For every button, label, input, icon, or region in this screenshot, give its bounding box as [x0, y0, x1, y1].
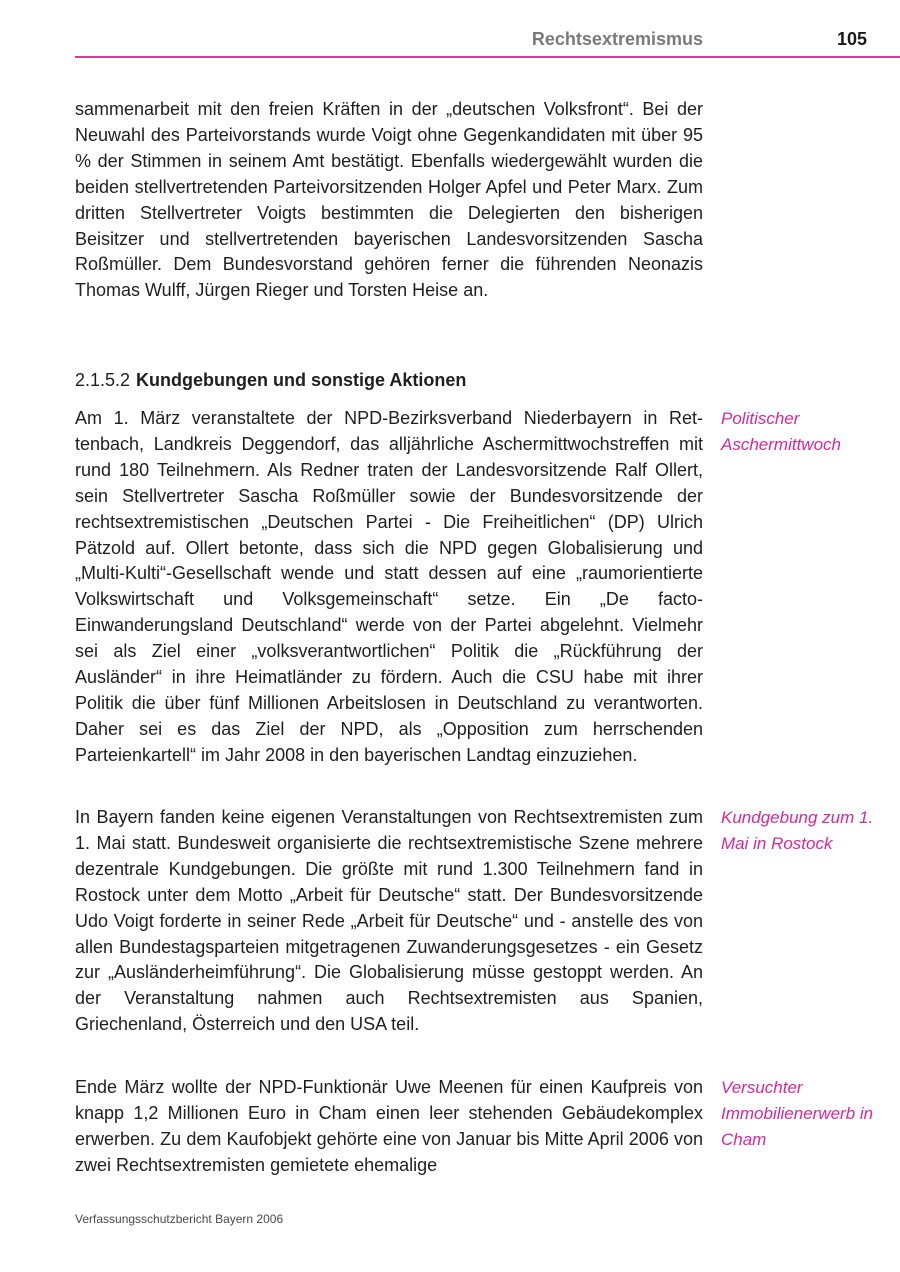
margin-note-aschermittwoch: Politischer Aschermittwoch	[721, 409, 841, 454]
paragraph-aschermittwoch: Am 1. März veranstaltete der NPD-Bezirksverband Niederbayern in Rettenbach, Landkreis Deggendorf, das alljährliche Aschermittwochstreffen mit rund 180 Teilnehmern. Als Redner traten der Landesvorsitzende Ralf Ollert, sein Stellvertreter Sascha Roßmüller sowie der Bundesvorsitzende der rechtsextremistischen „Deutschen Partei - Die Freiheitlichen“ (DP) Ulrich Pätzold auf. Ollert betonte, dass sich die NPD gegen Globalisierung und „Multi-Kulti“-Gesellschaft wende und statt dessen auf eine „raumorientierte Volkswirtschaft und Volksgemeinschaft“ setze. Ein „De facto-Einwanderungsland Deutschland“ werde von der Partei abgelehnt. Vielmehr sei als Ziel einer „volksverantwortlichen“ Politik die „Rückführung der Ausländer“ in ihre Heimatländer zu fördern. Auch die CSU habe mit ihrer Politik die über fünf Millionen Arbeitslosen in Deutschland zu verantworten. Daher sei es das Ziel der NPD, als „Opposition zum herrschenden Parteienkartell“ im Jahr 2008 in den bayerischen Landtag einzuziehen.	[75, 408, 703, 765]
running-header	[75, 26, 900, 58]
section-heading	[75, 367, 466, 393]
page-number: 105	[836, 29, 867, 49]
intro-paragraph: sammenarbeit mit den freien Kräften in der „deutschen Volksfront“. Bei der Neuwahl des Parteivorstands wurde Voigt ohne Gegenkandidaten mit über 95 % der Stimmen in seinem Amt bestätigt. Ebenfalls wiedergewählt wurden die beiden stellvertretenden Parteivorsitzenden Holger Apfel und Peter Marx. Zum dritten Stellvertreter Voigts bestimmten die Delegierten den bisherigen Beisitzer und stellvertretenden bayerischen Landesvorsitzenden Sascha Roßmüller. Dem Bundesvorstand gehören ferner die führenden Neonazis Thomas Wulff, Jürgen Rieger und Torsten Heise an.	[75, 99, 703, 301]
paragraph-1-mai: In Bayern fanden keine eigenen Veranstaltungen von Rechtsextremisten zum 1. Mai statt. Bundesweit organisierte die rechtsextremistische Szene mehrere dezentrale Kundgebungen. Die größte mit rund 1.300 Teilnehmern fand in Rostock unter dem Motto „Arbeit für Deutsche“ statt. Der Bundesvorsitzende Udo Voigt forderte in seiner Rede „Arbeit für Deutsche“ und - anstelle des von allen Bundestagsparteien mitgetragenen Zuwanderungsgesetzes - ein Gesetz zur „Ausländerheimführung“. Die Globalisierung müsse gestoppt werden. An der Veranstaltung nahmen auch Rechtsextremisten aus Spanien, Griechenland, Österreich und den USA teil.	[75, 807, 703, 1035]
section-number: 2.1.5.2	[75, 370, 131, 390]
header-title: Rechtsextremismus	[531, 29, 703, 49]
footer-text: Verfassungsschutzbericht Bayern 2006	[75, 1212, 284, 1226]
margin-note-1-mai: Kundgebung zum 1. Mai in Rostock	[721, 808, 874, 853]
section-title: Kundgebungen und sonstige Aktionen	[136, 370, 467, 390]
margin-note-cham: Versuchter Immobilienerwerb in Cham	[721, 1078, 874, 1149]
paragraph-cham: Ende März wollte der NPD-Funktionär Uwe Meenen für einen Kaufpreis von knapp 1,2 Millionen Euro in Cham einen leer stehenden Gebäudekomplex erwerben. Zu dem Kaufobjekt gehörte eine von Januar bis Mitte April 2006 von zwei Rechtsextremisten gemietete ehemalige	[75, 1077, 703, 1175]
